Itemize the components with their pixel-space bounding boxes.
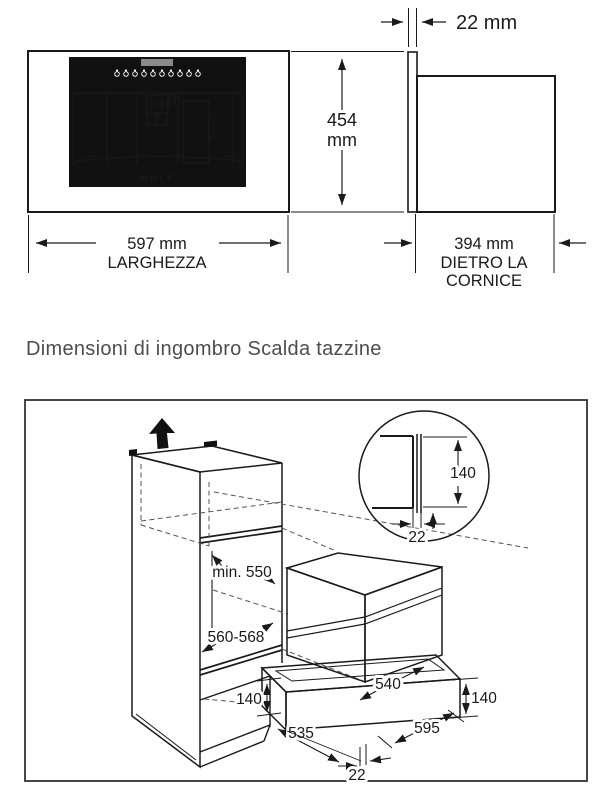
front-view-drawing (28, 51, 289, 212)
side-view-drawing (408, 52, 555, 212)
depth-dimension (384, 214, 586, 290)
lower-niche-label: 140 (236, 691, 262, 708)
front-frame-section (408, 52, 417, 212)
machine-depth-body (417, 76, 555, 212)
detail-height-label: 140 (450, 465, 476, 482)
front-width-dimension (29, 215, 289, 273)
depth-caption-line2: CORNICE (445, 272, 523, 290)
installation-drawing (25, 400, 587, 784)
section-heading: Dimensioni di ingombro Scalda tazzine (26, 338, 382, 360)
height-unit-label: mm (327, 130, 357, 150)
brand-logo: WOLF (139, 173, 176, 183)
niche-depth-label: min. 550 (212, 564, 272, 581)
left-depth-label: 535 (288, 725, 314, 742)
display-slot (141, 59, 173, 66)
frame-thickness-dimension (381, 8, 517, 47)
depth-caption-line1: DIETRO LA (440, 254, 528, 272)
drawer-height-label: 140 (471, 690, 497, 707)
detail-panel-label: 22 (408, 529, 426, 546)
height-value-label: 454 (326, 110, 358, 130)
niche-height-label: 560-568 (207, 629, 265, 646)
drawer-panel-label: 22 (348, 767, 366, 784)
drawer-width-label: 595 (414, 720, 440, 737)
depth-value-label: 394 mm (454, 235, 514, 253)
drawer-depth-label: 540 (375, 676, 401, 693)
width-caption-label: LARGHEZZA (107, 254, 207, 272)
frame-thickness-label: 22 mm (456, 12, 518, 34)
width-value-label: 597 mm (127, 235, 187, 253)
drawing-border (25, 400, 587, 781)
height-dimension (291, 52, 404, 213)
